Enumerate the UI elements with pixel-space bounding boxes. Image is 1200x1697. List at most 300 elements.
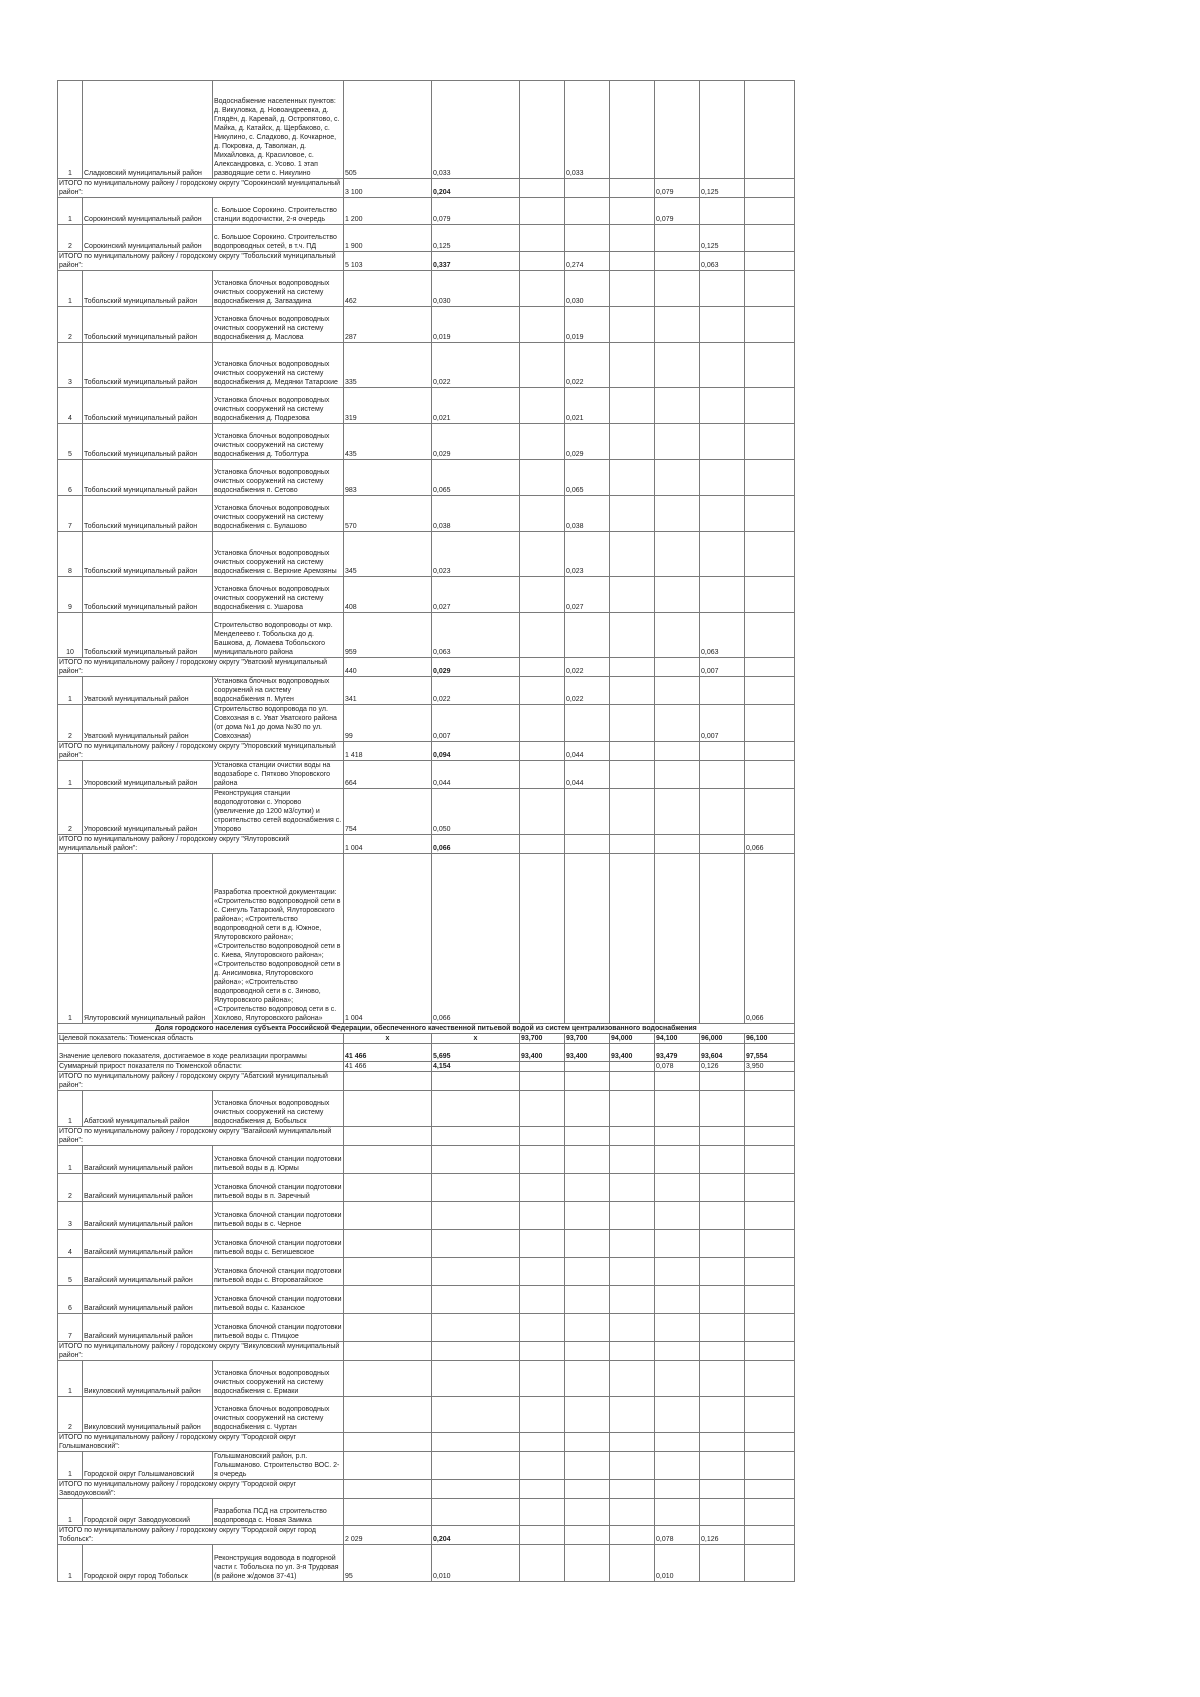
value-cell [745,1072,795,1091]
value-cell [432,1286,520,1314]
value-cell [745,225,795,252]
section-header-row [58,1024,795,1034]
value-cell [745,613,795,658]
value-cell [344,1499,432,1526]
value-cell [655,742,700,761]
value-cell [520,742,565,761]
value-cell: 0,094 [432,742,520,761]
project-cell: Установка станции очистки воды на водозаборе с. Пятково Упоровского района [213,761,344,789]
value-cell [700,1230,745,1258]
value-cell [565,854,610,1024]
value-cell [700,1314,745,1342]
value-cell: 0,063 [432,613,520,658]
municipality-cell: Вагайский муниципальный район [83,1314,213,1342]
value-cell [655,1146,700,1174]
municipality-cell: Тобольский муниципальный район [83,343,213,388]
summary-label: ИТОГО по муниципальному району / городскому округу "Ялуторовский муниципальный район": [58,835,344,854]
value-cell [344,1146,432,1174]
value-cell [700,1174,745,1202]
table-row [58,1545,795,1582]
value-cell: 505 [344,81,432,179]
table-row [58,1091,795,1127]
value-cell [745,460,795,496]
value-cell [344,1433,432,1452]
value-cell: 0,079 [432,198,520,225]
summary-row [58,1480,795,1499]
row-number: 10 [58,613,83,658]
row-number: 3 [58,343,83,388]
table-row [58,1146,795,1174]
value-cell [520,1433,565,1452]
table-row [58,496,795,532]
municipality-cell: Викуловский муниципальный район [83,1361,213,1397]
value-cell: 0,274 [565,252,610,271]
value-cell [344,1072,432,1091]
value-cell [700,835,745,854]
value-cell [565,1480,610,1499]
value-cell: 335 [344,343,432,388]
value-cell [610,1230,655,1258]
municipality-cell: Вагайский муниципальный район [83,1258,213,1286]
value-cell: x [432,1034,520,1044]
value-cell [344,1230,432,1258]
value-cell [655,343,700,388]
value-cell: 408 [344,577,432,613]
table-row [58,1258,795,1286]
table-row [58,532,795,577]
project-cell: Установка блочной станции подготовки питьевой воды в п. Заречный [213,1174,344,1202]
value-cell: 664 [344,761,432,789]
value-cell [655,1499,700,1526]
row-number: 7 [58,496,83,532]
value-cell [520,1480,565,1499]
value-cell [700,1361,745,1397]
municipality-cell: Упоровский муниципальный район [83,789,213,835]
value-cell [610,761,655,789]
value-cell [655,613,700,658]
value-cell [655,1452,700,1480]
value-cell: 4,154 [432,1062,520,1072]
value-cell: 0,078 [655,1526,700,1545]
value-cell [520,388,565,424]
value-cell [432,1480,520,1499]
value-cell [745,1452,795,1480]
project-cell: Строительство водопровода по ул. Совхозная в с. Уват Уватского района (от дома №1 до дома №30 по ул. Совхозная) [213,705,344,742]
value-cell: 435 [344,424,432,460]
value-cell: 96,100 [745,1034,795,1044]
value-cell [432,1314,520,1342]
value-cell: 0,030 [432,271,520,307]
value-cell [610,1174,655,1202]
value-cell [745,271,795,307]
value-cell [520,1091,565,1127]
value-cell: 1 418 [344,742,432,761]
value-cell [432,1072,520,1091]
value-cell [520,1545,565,1582]
value-cell: 41 466 [344,1044,432,1062]
value-cell: 0,044 [565,742,610,761]
value-cell [520,1258,565,1286]
value-cell [700,1342,745,1361]
value-cell [565,1127,610,1146]
municipality-cell: Вагайский муниципальный район [83,1202,213,1230]
value-cell [610,252,655,271]
value-cell: 93,400 [520,1044,565,1062]
value-cell: 0,027 [565,577,610,613]
value-cell [344,1202,432,1230]
project-cell: Установка блочных водопроводных очистных сооружений на систему водоснабжения с. Верхние Аремзяны [213,532,344,577]
summary-row [58,742,795,761]
value-cell: 0,204 [432,1526,520,1545]
value-cell [344,1342,432,1361]
project-cell: Установка блочной станции подготовки питьевой воды с. Птицкое [213,1314,344,1342]
municipality-cell: Городской округ город Тобольск [83,1545,213,1582]
summary-row [58,1044,795,1062]
value-cell [745,705,795,742]
municipality-cell: Уватский муниципальный район [83,677,213,705]
value-cell: 983 [344,460,432,496]
summary-label: ИТОГО по муниципальному району / городскому округу "Вагайский муниципальный район": [58,1127,344,1146]
row-number: 6 [58,1286,83,1314]
value-cell [520,225,565,252]
value-cell: 3 100 [344,179,432,198]
value-cell [745,496,795,532]
summary-row [58,1342,795,1361]
project-cell: Установка блочных водопроводных очистных сооружений на систему водоснабжения с. Булашово [213,496,344,532]
table-row [58,577,795,613]
row-number: 1 [58,271,83,307]
value-cell [432,1258,520,1286]
value-cell [700,677,745,705]
row-number: 1 [58,81,83,179]
value-cell [655,1433,700,1452]
table-row [58,677,795,705]
value-cell [700,1433,745,1452]
value-cell [432,1499,520,1526]
value-cell [610,854,655,1024]
value-cell: 1 004 [344,835,432,854]
value-cell [610,1062,655,1072]
table-row [58,1314,795,1342]
summary-label: ИТОГО по муниципальному району / городскому округу "Уватский муниципальный район": [58,658,344,677]
value-cell [432,1146,520,1174]
value-cell [610,1146,655,1174]
table-row [58,81,795,179]
municipality-cell: Тобольский муниципальный район [83,307,213,343]
value-cell [655,81,700,179]
value-cell [745,1286,795,1314]
value-cell: 0,063 [700,252,745,271]
summary-label: Целевой показатель: Тюменская область [58,1034,344,1044]
value-cell [520,1127,565,1146]
value-cell [520,1397,565,1433]
table-row [58,1174,795,1202]
table-row [58,1202,795,1230]
value-cell: 0,029 [432,658,520,677]
value-cell [745,1499,795,1526]
table-row [58,613,795,658]
value-cell [565,179,610,198]
summary-label: ИТОГО по муниципальному району / городскому округу "Упоровский муниципальный район": [58,742,344,761]
value-cell [565,1286,610,1314]
value-cell [610,307,655,343]
value-cell [745,252,795,271]
value-cell: 93,400 [565,1044,610,1062]
value-cell [655,271,700,307]
value-cell [700,496,745,532]
summary-row [58,1034,795,1044]
row-number: 7 [58,1314,83,1342]
project-cell: Установка блочных водопроводных очистных сооружений на систему водоснабжения д. Загваздина [213,271,344,307]
value-cell [745,658,795,677]
summary-row [58,835,795,854]
value-cell: 3,950 [745,1062,795,1072]
value-cell [700,307,745,343]
value-cell [700,854,745,1024]
municipality-cell: Сорокинский муниципальный район [83,198,213,225]
value-cell [610,677,655,705]
value-cell [565,835,610,854]
project-cell: Водоснабжение населенных пунктов: д. Викуловка, д. Новоандреевка, д. Глядён, д. Каревай, д. Остропятово, с. Майка, д. Катайск, д. Щербаково, с. Никулино, с. Сладково, д. Кочкарное, д. Покровка, д. Таволжан, д. Михайловка, д. Красиловое, с. Александровка, с. Усово. 1 этап разводящие сети с. Никулино [213,81,344,179]
value-cell: 99 [344,705,432,742]
municipality-cell: Тобольский муниципальный район [83,532,213,577]
value-cell: 0,125 [700,179,745,198]
value-cell [700,789,745,835]
value-cell [700,1397,745,1433]
value-cell [520,1361,565,1397]
value-cell [655,1258,700,1286]
value-cell [520,424,565,460]
project-cell: Разработка проектной документации: «Строительство водопроводной сети в с. Сингуль Татарский, Ялуторовского района»; «Строительство водопроводной сети в д. Южное, Ялуторовского района»; «Строительство водопроводной сети в с. Киева, Ялуторовского района»; «Строительство водопроводной сети в д. Анисимовка, Ялуторовского района»; «Строительство водопроводной сети в с. Зиново, Ялуторовского района»; «Строительство водопровод сети в с. Хохлово, Ялуторовского района» [213,854,344,1024]
value-cell [700,1452,745,1480]
value-cell: 0,010 [655,1545,700,1582]
value-cell: 0,021 [565,388,610,424]
project-cell: с. Большое Сорокино. Строительство водопроводных сетей, в т.ч. ПД [213,225,344,252]
value-cell [610,343,655,388]
summary-row [58,1072,795,1091]
table-body [58,81,795,1582]
row-number: 3 [58,1202,83,1230]
value-cell [610,742,655,761]
value-cell: 0,038 [432,496,520,532]
municipality-cell: Городской округ Заводоуковский [83,1499,213,1526]
project-cell: Установка блочных водопроводных очистных сооружений на систему водоснабжения п. Сетово [213,460,344,496]
value-cell [655,307,700,343]
value-cell [745,388,795,424]
value-cell: 0,022 [432,343,520,388]
value-cell: 0,019 [432,307,520,343]
value-cell: 93,604 [700,1044,745,1062]
value-cell [565,1545,610,1582]
row-number: 1 [58,1545,83,1582]
summary-row [58,1526,795,1545]
value-cell [745,1342,795,1361]
value-cell: 0,063 [700,613,745,658]
table-row [58,1230,795,1258]
value-cell: 959 [344,613,432,658]
value-cell [745,1202,795,1230]
value-cell [344,1127,432,1146]
value-cell: 0,065 [565,460,610,496]
value-cell: 570 [344,496,432,532]
value-cell [610,577,655,613]
value-cell: 96,000 [700,1034,745,1044]
value-cell: 0,030 [565,271,610,307]
value-cell [745,424,795,460]
value-cell [520,1062,565,1072]
value-cell [565,1342,610,1361]
value-cell [520,613,565,658]
value-cell [745,343,795,388]
row-number: 4 [58,1230,83,1258]
summary-label: ИТОГО по муниципальному району / городскому округу "Абатский муниципальный район": [58,1072,344,1091]
value-cell [655,460,700,496]
project-cell: с. Большое Сорокино. Строительство станции водоочистки, 2-я очередь [213,198,344,225]
value-cell [520,1202,565,1230]
value-cell [344,1361,432,1397]
value-cell [700,81,745,179]
value-cell [610,81,655,179]
value-cell [745,1545,795,1582]
value-cell [610,1072,655,1091]
table-row [58,1397,795,1433]
value-cell [520,496,565,532]
value-cell [655,789,700,835]
value-cell [520,677,565,705]
value-cell: 0,125 [700,225,745,252]
value-cell [655,496,700,532]
value-cell [655,532,700,577]
value-cell: 93,400 [610,1044,655,1062]
row-number: 1 [58,1146,83,1174]
value-cell [610,1361,655,1397]
value-cell [610,658,655,677]
value-cell [432,1342,520,1361]
summary-row [58,252,795,271]
value-cell: 0,066 [745,835,795,854]
value-cell [700,1202,745,1230]
municipality-cell: Тобольский муниципальный район [83,613,213,658]
value-cell [344,1174,432,1202]
project-cell: Реконструкция водовода в подгорной части г. Тобольска по ул. 3-я Трудовая (в районе ж/домов 37-41) [213,1545,344,1582]
value-cell: 319 [344,388,432,424]
value-cell [610,225,655,252]
value-cell [520,460,565,496]
value-cell [745,1526,795,1545]
project-cell: Установка блочной станции подготовки питьевой воды в с. Черное [213,1202,344,1230]
value-cell [700,1545,745,1582]
value-cell [520,179,565,198]
row-number: 1 [58,1499,83,1526]
value-cell [610,532,655,577]
summary-row [58,658,795,677]
value-cell [745,1230,795,1258]
value-cell [610,1397,655,1433]
value-cell [565,1433,610,1452]
value-cell [745,307,795,343]
value-cell [655,424,700,460]
project-cell: Установка блочной станции подготовки питьевой воды с. Бегишевское [213,1230,344,1258]
value-cell [565,1526,610,1545]
row-number: 1 [58,761,83,789]
value-cell [700,577,745,613]
value-cell [655,252,700,271]
project-cell: Установка блочных водопроводных сооружений на систему водоснабжения п. Муген [213,677,344,705]
row-number: 1 [58,1452,83,1480]
value-cell [520,252,565,271]
project-cell: Установка блочных водопроводных очистных сооружений на систему водоснабжения с. Ермаки [213,1361,344,1397]
project-cell: Строительство водопроводы от мкр. Менделеево г. Тобольска до д. Башкова, д. Ломаева Тобольского муниципального района [213,613,344,658]
value-cell [700,1499,745,1526]
project-cell: Установка блочных водопроводных очистных сооружений на систему водоснабжения д. Бобыльск [213,1091,344,1127]
value-cell [565,789,610,835]
value-cell [700,1072,745,1091]
table-row [58,789,795,835]
value-cell [745,1480,795,1499]
municipality-cell: Сладковский муниципальный район [83,81,213,179]
value-cell [344,1397,432,1433]
value-cell [655,1230,700,1258]
value-cell [565,1091,610,1127]
water-supply-table [57,80,795,1582]
project-cell: Установка блочной станции подготовки питьевой воды с. Второвагайское [213,1258,344,1286]
value-cell: 0,029 [565,424,610,460]
value-cell: 0,126 [700,1526,745,1545]
value-cell [565,1452,610,1480]
value-cell [745,1314,795,1342]
value-cell [565,1499,610,1526]
value-cell [520,81,565,179]
value-cell [565,1174,610,1202]
value-cell [520,761,565,789]
value-cell [520,1452,565,1480]
value-cell [610,789,655,835]
value-cell [700,1146,745,1174]
value-cell [610,460,655,496]
municipality-cell: Тобольский муниципальный район [83,496,213,532]
municipality-cell: Тобольский муниципальный район [83,460,213,496]
value-cell [610,835,655,854]
value-cell [610,1499,655,1526]
municipality-cell: Вагайский муниципальный район [83,1174,213,1202]
municipality-cell: Вагайский муниципальный район [83,1230,213,1258]
value-cell [700,742,745,761]
value-cell [520,198,565,225]
value-cell: 0,007 [432,705,520,742]
value-cell [700,1286,745,1314]
summary-row [58,179,795,198]
value-cell [655,1314,700,1342]
value-cell: 0,010 [432,1545,520,1582]
value-cell [610,1526,655,1545]
value-cell [655,1286,700,1314]
value-cell [655,1397,700,1433]
value-cell [655,658,700,677]
value-cell [655,854,700,1024]
value-cell [655,1202,700,1230]
value-cell [520,532,565,577]
value-cell [745,198,795,225]
row-number: 2 [58,225,83,252]
table-row [58,705,795,742]
value-cell [610,1452,655,1480]
value-cell [565,1397,610,1433]
value-cell: 0,022 [565,658,610,677]
value-cell: 0,033 [432,81,520,179]
value-cell [520,1342,565,1361]
value-cell [655,1072,700,1091]
table-row [58,343,795,388]
